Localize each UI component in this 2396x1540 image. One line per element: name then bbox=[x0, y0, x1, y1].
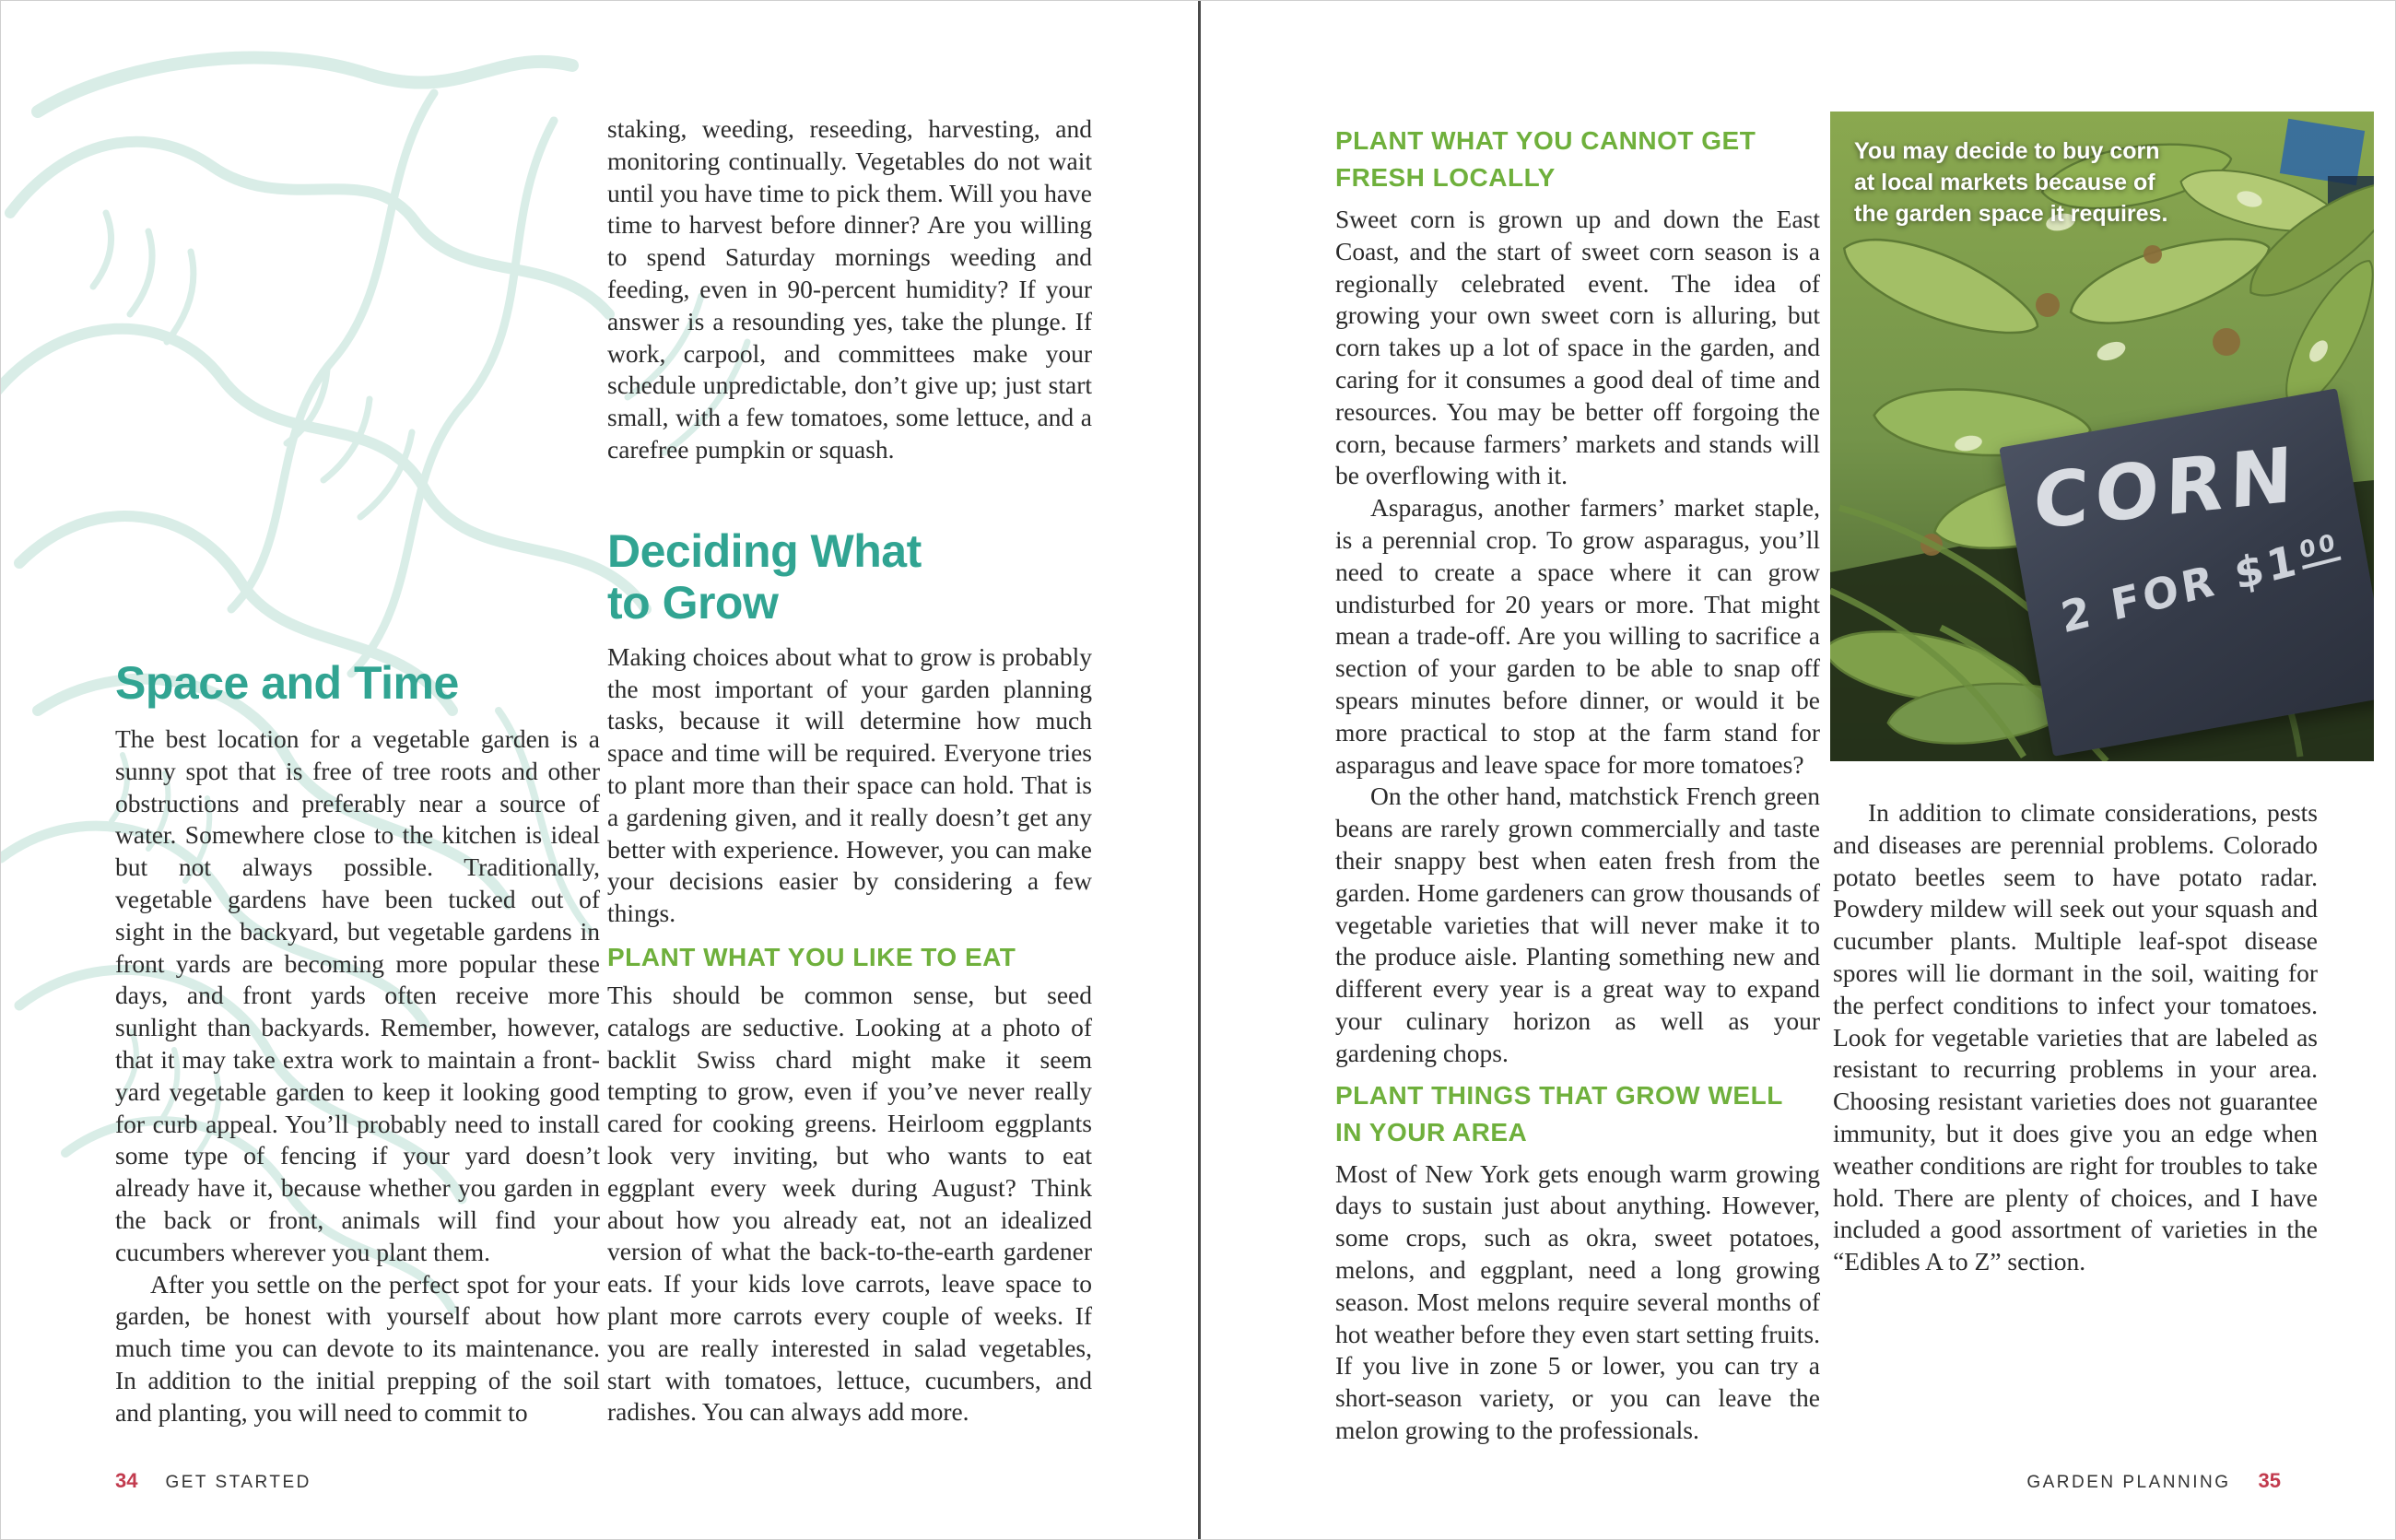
right-page-footer bbox=[2026, 1469, 2281, 1493]
sign-price-cents: 00 bbox=[2297, 527, 2341, 569]
page-gutter-line bbox=[1198, 1, 1201, 1540]
subhead-line: PLANT THINGS THAT GROW WELL bbox=[1335, 1080, 1783, 1110]
paragraph: The best location for a vegetable garden is a sunny spot that is free of tree roots and other obstructions and preferably near a source of water. Somewhere close to the kitchen is ideal but not always possible. Traditionally, vegetable gardens have been tucked out of sight in the backyard, but vegetable gardens in front yards are becoming more popular these days, and front yards often receive more sunlight than backyards. Remember, however, that it may take extra work to maintain a front-yard vegetable garden to keep it looking good for curb appeal. You’ll probably need to install some type of fencing if your yard doesn’t already have it, because whether you garden in the back or front, animals will find your cucumbers wherever you plant them. bbox=[115, 724, 600, 1266]
section-heading-space-and-time: Space and Time bbox=[115, 657, 459, 709]
subhead-plant-what-you-like-to-eat: PLANT WHAT YOU LIKE TO EAT bbox=[607, 942, 1016, 971]
page-number: 34 bbox=[115, 1469, 138, 1492]
right-page-column-1 bbox=[1335, 123, 1820, 1447]
sign-text-corn: CORN bbox=[2032, 430, 2300, 547]
subhead-line: FRESH LOCALLY bbox=[1335, 163, 1556, 192]
paragraph-continuation: staking, weeding, reseeding, harvesting, and monitoring continually. Vegetables do not wait until you have time to pick them. Will you have time to harvest before dinner? Are you willing to spend Saturday mornings weeding and feeding, even in 90-percent humidity? If your answer is a resounding yes, take the plunge. If work, carpool, and committees make your schedule unpredictable, don’t give up; just start small, with a few tomatoes, some lettuce, and a carefree pumpkin or squash. bbox=[607, 114, 1092, 464]
footer-section-label: GET STARTED bbox=[165, 1473, 311, 1492]
heading-line: to Grow bbox=[607, 576, 779, 629]
photo-caption: You may decide to buy corn at local markets because of the garden space it requires. bbox=[1854, 138, 2168, 227]
paragraph: After you settle on the perfect spot for your garden, be honest with yourself about how much time you can devote to its maintenance. In addition to the initial prepping of the soil and planting, you will need to commit to bbox=[115, 1269, 600, 1427]
corn-market-photo bbox=[1830, 112, 2374, 761]
subhead-line: IN YOUR AREA bbox=[1335, 1117, 1528, 1146]
page-number: 35 bbox=[2258, 1469, 2281, 1492]
subhead-plant-things-that-grow-well-in-your-area bbox=[1335, 1077, 1820, 1151]
paragraph: On the other hand, matchstick French green beans are rarely grown commercially and taste their snappy best when eaten fresh from the garden. Home gardeners can grow thousands of vegetable varieties that will never make it to the produce aisle. Planting something new and different every year is a great way to expand your culinary horizon as well as your gardening chops. bbox=[1335, 782, 1820, 1067]
section-heading-deciding-what-to-grow bbox=[607, 525, 1092, 629]
left-page-column-1 bbox=[115, 657, 600, 1429]
subhead-plant-what-you-cannot-get-fresh-locally bbox=[1335, 123, 1820, 196]
paragraph: In addition to climate considerations, pests and diseases are perennial problems. Colorado potato beetles seem to have potato radar. Powdery mildew will seek out your squash and cucumber plants. Multiple leaf-spot disease spores will lie dormant in the soil, waiting for the perfect conditions to infect your tomatoes. Look for vegetable varieties that are labeled as resistant to recurring problems in your area. Choosing resistant varieties does not guarantee immunity, but it does give you an edge when weather conditions are right for troubles to take hold. There are plenty of choices, and I have included a good assortment of varieties in the “Edibles A to Z” section. bbox=[1833, 798, 2318, 1276]
corn-price-chalkboard-sign bbox=[1999, 388, 2374, 756]
right-page-column-2 bbox=[1833, 797, 2318, 1278]
heading-line: Deciding What bbox=[607, 524, 922, 577]
paragraph: Asparagus, another farmers’ market staple, is a perennial crop. To grow asparagus, you’ll need to create a space where it can grow undisturbed for 20 years or more. That might mean a trade-off. Are you willing to sacrifice a section of your garden to be able to snap off spears minutes before dinner, or would it be more practical to stop at the farm stand for asparagus and leave space for more tomatoes? bbox=[1335, 493, 1820, 779]
paragraph: Sweet corn is grown up and down the East Coast, and the start of sweet corn season is a regionally celebrated event. The idea of growing your own sweet corn is alluring, but corn takes up a lot of space in the garden, and caring for it consumes a good deal of time and resources. You may be better off forgoing the corn, because farmers’ markets and stands will be overflowing with it. bbox=[1335, 205, 1820, 490]
left-page-footer bbox=[115, 1469, 311, 1493]
sign-price-main: 2 FOR $1 bbox=[2057, 534, 2304, 643]
paragraph: Making choices about what to grow is probably the most important of your garden planning tasks, because it will determine how much space and time will be required. Everyone tries to plant more than their space can hold. That is a gardening given, and it really doesn’t get any better with experience. However, you can make your decisions easier by considering a few things. bbox=[607, 641, 1092, 928]
left-page-column-2 bbox=[607, 113, 1092, 1428]
subhead-line: PLANT WHAT YOU CANNOT GET bbox=[1335, 126, 1756, 155]
footer-section-label: GARDEN PLANNING bbox=[2026, 1473, 2231, 1492]
paragraph: This should be common sense, but seed catalogs are seductive. Looking at a photo of backlit Swiss chard might make it seem tempting to grow, even if you’ve never really cared for cooking greens. Heirloom eggplants look very inviting, but who wants to eat eggplant every week during August? Think about how you already eat, not an idealized version of what the back-to-the-earth gardener eats. If your kids love carrots, leave space to plant more carrots every couple of weeks. If you are really interested in salad vegetables, start with tomatoes, lettuce, cucumbers, and radishes. You can always add more. bbox=[607, 980, 1092, 1427]
paragraph: Most of New York gets enough warm growing days to sustain just about anything. However, some crops, such as okra, sweet potatoes, melons, and eggplant, need a long growing season. Most melons require several months of hot weather before they even start setting fruits. If you live in zone 5 or lower, you can try a short-season variety, or you can leave the melon growing to the professionals. bbox=[1335, 1158, 1820, 1444]
